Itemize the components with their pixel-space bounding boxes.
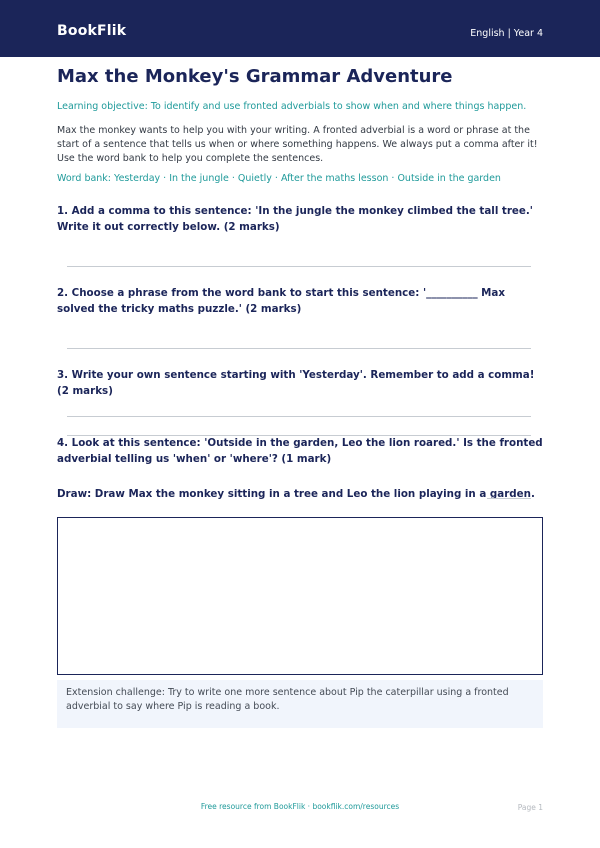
question-4: 4. Look at this sentence: 'Outside in the garden, Leo the lion roared.' Is the fronted adverbial telling us 'when' or 'where'? (1 mark): [57, 437, 543, 465]
subject-year-label: English | Year 4: [470, 28, 543, 39]
learning-objective: Learning objective: To identify and use fronted adverbials to show when and where things happen.: [57, 101, 527, 112]
footer-credit[interactable]: Free resource from BookFlik · bookflik.com/resources: [200, 802, 400, 811]
extension-challenge: Extension challenge: Try to write one more sentence about Pip the caterpillar using a fronted adverbial to say where Pip is reading a book.: [57, 680, 543, 728]
brand-logo[interactable]: BookFlik: [57, 23, 127, 39]
question-1: 1. Add a comma to this sentence: 'In the jungle the monkey climbed the tall tree.' Write it out correctly below. (2 marks): [57, 205, 533, 233]
question-2: 2. Choose a phrase from the word bank to start this sentence: '__________ Max solved the tricky maths puzzle.' (2 marks): [57, 287, 506, 315]
word-bank: Word bank: Yesterday · In the jungle · Quietly · After the maths lesson · Outside in the garden: [57, 173, 501, 184]
answer-line-2[interactable]: [67, 348, 531, 349]
page-title: Max the Monkey's Grammar Adventure: [57, 66, 453, 87]
draw-prompt: Draw: Draw Max the monkey sitting in a tree and Leo the lion playing in a garden.: [57, 488, 535, 500]
draw-prompt-line: [487, 498, 531, 499]
answer-line-1[interactable]: [67, 266, 531, 267]
question-3: 3. Write your own sentence starting with 'Yesterday'. Remember to add a comma! (2 marks): [57, 369, 535, 397]
page-number: Page 1: [517, 803, 543, 812]
header-bar: [0, 0, 600, 57]
intro-text: Max the monkey wants to help you with your writing. A fronted adverbial is a word or phrase at the start of a sentence that tells us when or where something happens. We always put a comma after it! Use the word bank to help you complete the sentences.: [57, 125, 538, 164]
drawing-area[interactable]: [57, 517, 543, 675]
answer-line-3[interactable]: [67, 416, 531, 417]
